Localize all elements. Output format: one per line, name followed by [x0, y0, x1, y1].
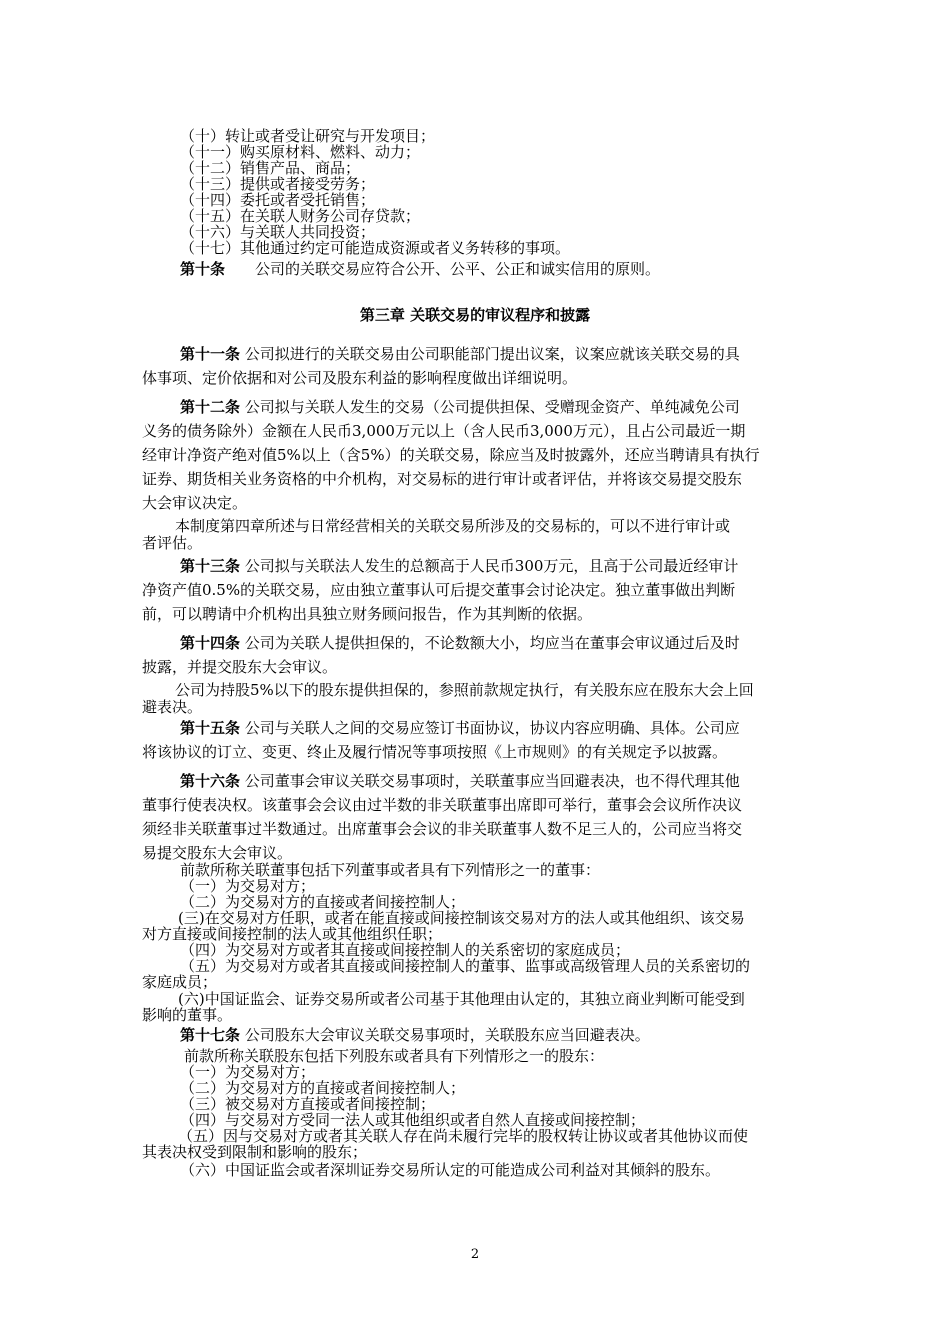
list-item: （十七）其他通过约定可能造成资源或者义务转移的事项。 [180, 239, 571, 257]
article-11-line [142, 344, 812, 364]
list-item: （一）为交易对方； [180, 877, 316, 895]
article-text: 公司的关联交易应符合公开、公平、公正和诚实信用的原则。 [255, 260, 661, 278]
article-12-paragraph: 者评估。 [142, 534, 203, 552]
article-16-line: 董事行使表决权。该董事会会议由过半数的非关联董事出席即可举行，董事会会议所作决议 [142, 796, 743, 814]
article-16-line: 易提交股东大会审议。 [142, 844, 293, 862]
article-13-line: 前，可以聘请中介机构出具独立财务顾问报告，作为其判断的依据。 [142, 605, 593, 623]
list-item: （十一）购买原材料、燃料、动力； [180, 143, 421, 161]
paragraph-text: 本制度第四章所述与日常经营相关的关联交易所涉及的交易标的，可以不进行审计或 [175, 517, 731, 535]
article-13-line: 净资产值0.5%的关联交易，应由独立董事认可后提交董事会讨论决定。独立董事做出判断 [142, 581, 736, 599]
article-text: 公司董事会审议关联交易事项时，关联董事应当回避表决，也不得代理其他 [244, 772, 740, 790]
article-text: 公司拟与关联法人发生的总额高于人民币300万元，且高于公司最近经审计 [244, 557, 739, 575]
article-label: 第十一条 [180, 345, 241, 363]
article-12-line [142, 397, 812, 417]
article-15-line [142, 718, 812, 738]
article-text: 公司为关联人提供担保的，不论数额大小，均应当在董事会审议通过后及时 [244, 634, 740, 652]
list-item: （十三）提供或者接受劳务； [180, 175, 376, 193]
paragraph-text: 公司为持股5%以下的股东提供担保的，参照前款规定执行，有关股东应在股东大会上回 [175, 681, 754, 699]
list-item: （三）被交易对方直接或者间接控制； [180, 1095, 436, 1113]
list-item: （十）转让或者受让研究与开发项目； [180, 127, 436, 145]
article-label: 第十六条 [180, 772, 241, 790]
article-label: 第十三条 [180, 557, 241, 575]
article-label: 第十七条 [180, 1026, 241, 1044]
article-text: 公司与关联人之间的交易应签订书面协议，协议内容应明确、具体。公司应 [244, 719, 740, 737]
article-text: 公司股东大会审议关联交易事项时，关联股东应当回避表决。 [244, 1026, 650, 1044]
list-item: （四）为交易对方或者其直接或间接控制人的关系密切的家庭成员； [180, 941, 631, 959]
list-item: （十六）与关联人共同投资； [180, 223, 376, 241]
list-item: （十二）销售产品、商品； [180, 159, 361, 177]
article-16-paragraph: 前款所称关联董事包括下列董事或者具有下列情形之一的董事： [180, 861, 601, 879]
list-item-text: (三)在交易对方任职，或者在能直接或间接控制该交易对方的法人或其他组织、该交易 [178, 909, 745, 927]
article-label: 第十二条 [180, 398, 241, 416]
article-16-line: 须经非关联董事过半数通过。出席董事会会议的非关联董事人数不足三人的，公司应当将交 [142, 820, 743, 838]
article-12-line: 大会审议决定。 [142, 494, 248, 512]
list-item: （十四）委托或者受托销售； [180, 191, 376, 209]
chapter-title: 第三章 关联交易的审议程序和披露 [359, 306, 591, 324]
list-item: （二）为交易对方的直接或者间接控制人； [180, 893, 466, 911]
article-12-line: 经审计净资产绝对值5%以上（含5%）的关联交易，除应当及时披露外，还应当聘请具有执行 [142, 446, 760, 464]
article-text: 公司拟与关联人发生的交易（公司提供担保、受赠现金资产、单纯减免公司 [244, 398, 740, 416]
list-item: （六）中国证监会或者深圳证券交易所认定的可能造成公司利益对其倾斜的股东。 [180, 1161, 721, 1179]
list-item: 家庭成员； [142, 973, 218, 991]
list-item: 影响的董事。 [142, 1006, 233, 1024]
article-label: 第十四条 [180, 634, 241, 652]
list-item: 其表决权受到限制和影响的股东； [142, 1143, 368, 1161]
list-item-text: （五）为交易对方或者其直接或间接控制人的董事、监事或高级管理人员的关系密切的 [180, 957, 751, 975]
list-item: （十五）在关联人财务公司存贷款； [180, 207, 421, 225]
article-16-line [142, 771, 812, 791]
article-14-line [142, 633, 812, 653]
list-item: 对方直接或间接控制的法人或其他组织任职； [142, 925, 443, 943]
article-12-line: 证券、期货相关业务资格的中介机构，对交易标的进行审计或者评估，并将该交易提交股东 [142, 470, 743, 488]
article-14-paragraph: 避表决。 [142, 698, 203, 716]
article-17-paragraph: 前款所称关联股东包括下列股东或者具有下列情形之一的股东： [184, 1047, 605, 1065]
article-17 [180, 1025, 650, 1045]
list-item-text: (六)中国证监会、证券交易所或者公司基于其他理由认定的，其独立商业判断可能受到 [178, 990, 745, 1008]
article-text: 公司拟进行的关联交易由公司职能部门提出议案，议案应就该关联交易的具 [244, 345, 740, 363]
article-11-line: 体事项、定价依据和对公司及股东利益的影响程度做出详细说明。 [142, 369, 578, 387]
article-10 [180, 259, 660, 279]
list-item-text: （五）因与交易对方或者其关联人存在尚未履行完毕的股权转让协议或者其他协议而使 [178, 1127, 749, 1145]
list-item: （一）为交易对方； [180, 1063, 316, 1081]
list-item: （四）与交易对方受同一法人或其他组织或者自然人直接或间接控制； [180, 1111, 646, 1129]
page-number: 2 [470, 1247, 480, 1262]
article-12-line: 义务的债务除外）金额在人民币3,000万元以上（含人民币3,000万元），且占公司最近一期 [142, 422, 746, 440]
article-label: 第十五条 [180, 719, 241, 737]
article-14-line: 披露，并提交股东大会审议。 [142, 658, 338, 676]
article-13-line [142, 556, 812, 576]
list-item: （二）为交易对方的直接或者间接控制人； [180, 1079, 466, 1097]
article-label: 第十条 [180, 260, 226, 278]
article-15-line: 将该协议的订立、变更、终止及履行情况等事项按照《上市规则》的有关规定予以披露。 [142, 743, 728, 761]
